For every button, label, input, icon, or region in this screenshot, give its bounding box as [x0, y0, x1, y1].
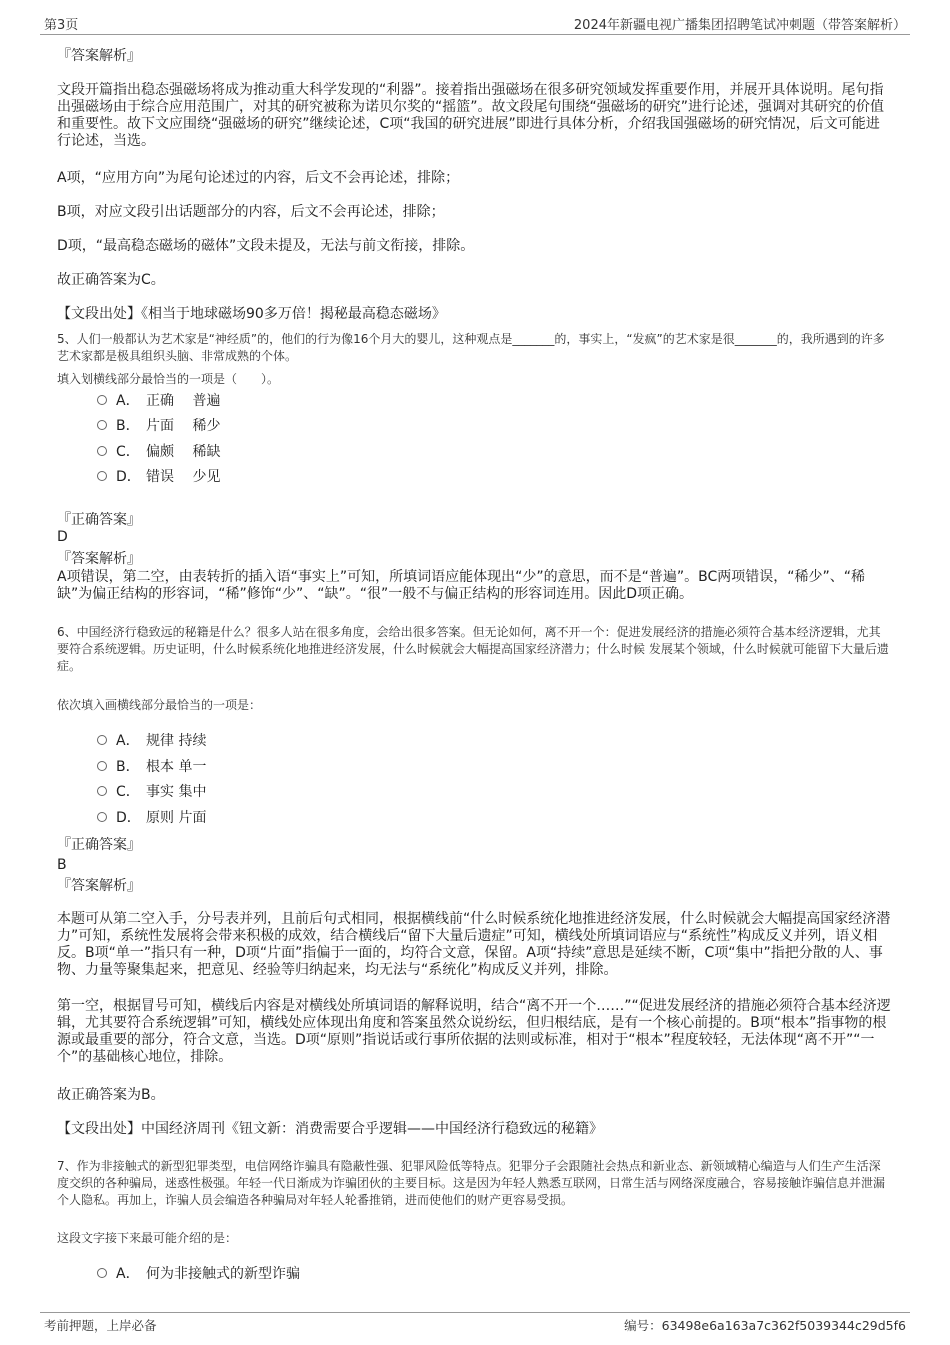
- document-id: 编号：63498e6a163a7c362f5039344c29d5f6: [624, 1318, 906, 1333]
- q5-answer-heading: 『正确答案』: [57, 512, 141, 528]
- q5-option-d[interactable]: D． 错误 少见: [97, 467, 220, 487]
- radio-icon[interactable]: [97, 1268, 107, 1278]
- radio-icon[interactable]: [97, 761, 107, 771]
- q6-analysis-paragraph-1: 本题可从第二空入手，分号表并列，且前后句式相同，根据横线前“什么时候系统化地推进经济发展，什么时候就会大幅提高国家经济潜力”可知，系统性发展将会带来积极的成效，结合横线后“留下大量后遗症”可知，横线处所填词语应与“系统性”构成反义并列，语义相反。B项“单一”指只有一种，D项“片面”指偏于一面的，均符合文意，保留。A项“持续”意思是延续不断，C项“集中”指把分散的人、事物、力量等聚集起来，把意见、经验等归纳起来，均无法与“系统化”构成反义并列，排除。: [57, 911, 891, 978]
- q4-analysis-heading: 『答案解析』: [57, 48, 141, 64]
- radio-icon[interactable]: [97, 735, 107, 745]
- q4-analysis-option-d: D项，“最高稳态磁场的磁体”文段未提及，无法与前文衔接，排除。: [57, 238, 475, 254]
- q7-prompt: 这段文字接下来最可能介绍的是：: [57, 1231, 238, 1245]
- radio-icon[interactable]: [97, 471, 107, 481]
- q5-option-c[interactable]: C． 偏颇 稀缺: [97, 442, 220, 462]
- page-footer: [40, 1312, 910, 1333]
- q6-option-d[interactable]: D． 原则 片面: [97, 808, 206, 828]
- q4-analysis-option-a: A项，“应用方向”为尾句论述过的内容，后文不会再论述，排除；: [57, 170, 460, 186]
- q6-stem: 6、中国经济行稳致远的秘籍是什么？很多人站在很多角度，会给出很多答案。但无论如何，离不开一个：促进发展经济的措施必须符合基本经济逻辑，尤其要符合系统逻辑。历史证明，什么时候系统化地推进经济发展，什么时候就会大幅提高国家经济潜力；什么时候 发展某个领域，什么时候就可能留下大量后遗症。: [57, 625, 889, 673]
- q7-stem: 7、作为非接触式的新型犯罪类型，电信网络诈骗具有隐蔽性强、犯罪风险低等特点。犯罪分子会跟随社会热点和新业态、新领域精心编造与人们生产生活深度交织的各种骗局，迷惑性极强。年轻一代日渐成为诈骗团伙的主要目标。这是因为年轻人熟悉互联网，日常生活与网络深度融合，容易接触诈骗信息并泄漏个人隐私。再加上，诈骗人员会编造各种骗局对年轻人轮番推销，进而使他们的财产更容易受损。: [57, 1159, 886, 1207]
- q4-analysis-paragraph: 文段开篇指出稳态强磁场将成为推动重大科学发现的“利器”。接着指出强磁场在很多研究领域发挥重要作用，并展开具体说明。尾句指出强磁场由于综合应用范围广，对其的研究被称为诺贝尔奖的“摇篮”。故文段尾句围绕“强磁场的研究”进行论述，强调对其研究的价值和重要性。故下文应围绕“强磁场的研究”继续论述，C项“我国的研究进展”即进行具体分析，介绍我国强磁场的研究情况，后文可能进行论述，当选。: [57, 82, 885, 149]
- q6-answer-heading: 『正确答案』: [57, 837, 141, 853]
- q6-option-a[interactable]: A． 规律 持续: [97, 731, 206, 751]
- radio-icon[interactable]: [97, 786, 107, 796]
- q5-answer: D: [57, 529, 68, 545]
- radio-icon[interactable]: [97, 395, 107, 405]
- q5-stem: 5、人们一般都认为艺术家是“神经质”的，他们的行为像16个月大的婴儿，这种观点是_______的，事实上，“发疯”的艺术家是很_______的，我所遇到的许多艺术家都是极具组织头脑、非常成熟的个体。: [57, 332, 885, 363]
- q5-option-a[interactable]: A． 正确 普遍: [97, 391, 220, 411]
- document-title: 2024年新疆电视广播集团招聘笔试冲刺题（带答案解析）: [573, 18, 906, 33]
- q4-conclusion: 故正确答案为C。: [57, 272, 165, 288]
- q5-analysis-heading: 『答案解析』: [57, 551, 141, 567]
- q6-option-c[interactable]: C． 事实 集中: [97, 782, 206, 802]
- page-header: [40, 12, 910, 35]
- radio-icon[interactable]: [97, 812, 107, 822]
- q5-option-b[interactable]: B． 片面 稀少: [97, 416, 220, 436]
- q6-conclusion: 故正确答案为B。: [57, 1087, 165, 1103]
- q5-prompt: 填入划横线部分最恰当的一项是（ ）。: [57, 372, 280, 386]
- radio-icon[interactable]: [97, 446, 107, 456]
- q6-analysis-heading: 『答案解析』: [57, 878, 141, 894]
- q6-analysis-paragraph-2: 第一空，根据冒号可知，横线后内容是对横线处所填词语的解释说明，结合“离不开一个……”“促进发展经济的措施必须符合基本经济逻辑，尤其要符合系统逻辑”可知，横线处应体现出角度和答案虽然众说纷纭，但归根结底，是有一个核心前提的。B项“根本”指事物的根源或最重要的部分，符合文意，当选。D项“原则”指说话或行事所依据的法则或标准，相对于“根本”程度较轻，无法体现“离不开”“一个”的基础核心地位，排除。: [57, 998, 891, 1065]
- q6-prompt: 依次填入画横线部分最恰当的一项是：: [57, 698, 262, 712]
- q5-analysis: A项错误，第二空，由表转折的插入语“事实上”可知，所填词语应能体现出“少”的意思，而不是“普遍”。BC两项错误，“稀少”、“稀缺”为偏正结构的形容词，“稀”修饰“少”、“缺”。“很”一般不与偏正结构的形容词连用。因此D项正确。: [57, 569, 865, 602]
- q6-option-b[interactable]: B． 根本 单一: [97, 757, 206, 777]
- radio-icon[interactable]: [97, 420, 107, 430]
- page-number: 第3页: [44, 18, 79, 33]
- q6-answer: B: [57, 857, 67, 873]
- footer-slogan: 考前押题，上岸必备: [44, 1318, 157, 1333]
- q4-source: 【文段出处】《相当于地球磁场90多万倍！揭秘最高稳态磁场》: [57, 306, 446, 322]
- q7-option-a[interactable]: A． 何为非接触式的新型诈骗: [97, 1264, 300, 1284]
- q4-analysis-option-b: B项，对应文段引出话题部分的内容，后文不会再论述，排除；: [57, 204, 445, 220]
- q6-source: 【文段出处】中国经济周刊《钮文新：消费需要合乎逻辑——中国经济行稳致远的秘籍》: [57, 1121, 603, 1137]
